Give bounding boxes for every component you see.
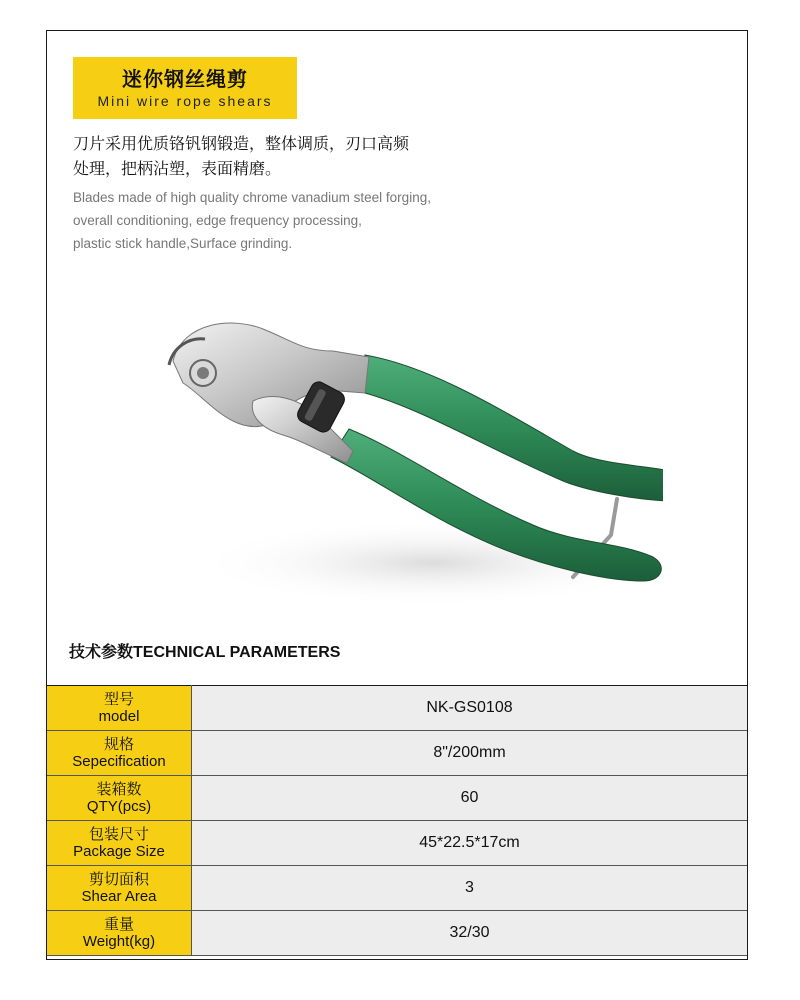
- wire-rope-shears-image: [103, 281, 663, 621]
- table-row: [47, 731, 747, 776]
- spec-label-en: Sepecification: [72, 753, 166, 770]
- title-banner: [73, 57, 297, 119]
- product-title-en: Mini wire rope shears: [97, 93, 273, 109]
- spec-value: NK-GS0108: [192, 686, 748, 731]
- spec-label-en: Weight(kg): [82, 933, 156, 950]
- description-en-line: overall conditioning, edge frequency processing,: [73, 213, 362, 228]
- spec-label-cn: 重量: [103, 915, 134, 933]
- spec-label: [47, 776, 192, 821]
- spec-label: [47, 821, 192, 866]
- spec-table: [47, 685, 747, 956]
- spec-value: 8"/200mm: [192, 731, 748, 776]
- product-title-cn: 迷你钢丝绳剪: [122, 67, 248, 91]
- description-cn: [73, 131, 493, 181]
- table-row: [47, 866, 747, 911]
- product-sheet: [46, 30, 748, 960]
- spec-label-cn: 装箱数: [96, 780, 142, 798]
- spec-label-en: QTY(pcs): [86, 798, 152, 815]
- description-en-line: Blades made of high quality chrome vanadium steel forging,: [73, 190, 431, 205]
- section-title: [69, 639, 340, 662]
- spec-value: 3: [192, 866, 748, 911]
- spec-label-en: model: [98, 708, 140, 725]
- spec-label-cn: 规格: [103, 735, 134, 753]
- table-row: [47, 686, 747, 731]
- description-en: [73, 186, 533, 255]
- table-row: [47, 776, 747, 821]
- description-cn-line: 刀片采用优质铬钒钢锻造，整体调质，刃口高频: [73, 134, 410, 153]
- description-en-line: plastic stick handle,Surface grinding.: [73, 236, 293, 251]
- spec-label-en: Package Size: [73, 843, 165, 860]
- spec-label-cn: 包装尺寸: [88, 825, 149, 843]
- spec-label-cn: 型号: [103, 690, 134, 708]
- section-title-cn: 技术参数: [69, 642, 134, 661]
- spec-label: [47, 731, 192, 776]
- description-cn-line: 处理，把柄沾塑，表面精磨。: [73, 159, 282, 178]
- spec-label-en: Shear Area: [81, 888, 157, 905]
- spec-value: 45*22.5*17cm: [192, 821, 748, 866]
- spec-label: [47, 866, 192, 911]
- spec-label: [47, 686, 192, 731]
- section-title-en: TECHNICAL PARAMETERS: [133, 644, 341, 661]
- spec-value: 32/30: [192, 911, 748, 956]
- spec-label: [47, 911, 192, 956]
- table-row: [47, 911, 747, 956]
- spec-label-cn: 剪切面积: [88, 870, 149, 888]
- table-row: [47, 821, 747, 866]
- spec-value: 60: [192, 776, 748, 821]
